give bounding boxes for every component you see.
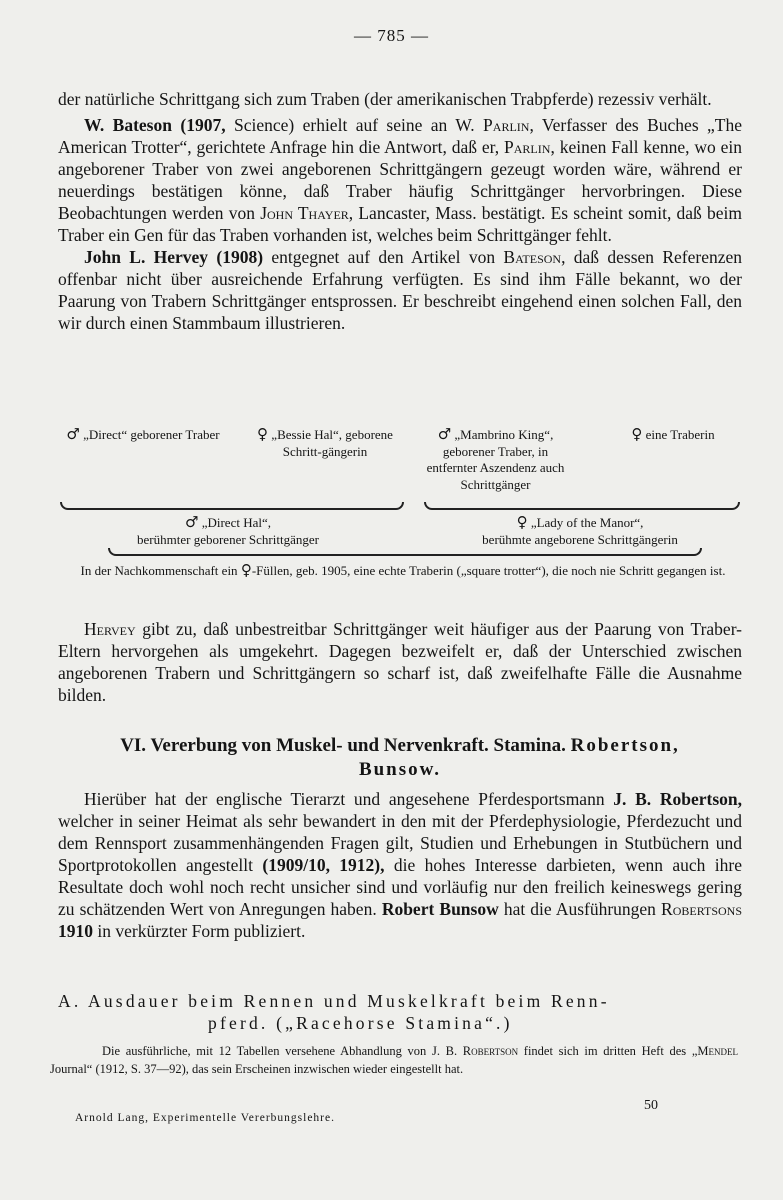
- text-span: gibt zu, daß unbestreitbar Schrittgänger weit häufiger aus der Paarung von Traber-Eltern hervorgehen als umgekehrt. Dagegen bezweifelt er, daß der Unterschied zwischen angeborenen Trabern und Schrittgängern so scharf ist, daß zweifelhafte Fälle die Ausnahme bilden.: [58, 619, 742, 705]
- pedigree-label: -Füllen, geb. 1905, eine echte Traberin („square trotter“), die noch nie Schritt gegangen ist.: [251, 563, 726, 578]
- male-symbol-icon: ♂: [185, 513, 199, 531]
- pedigree-lady-of-the-manor: [430, 514, 730, 548]
- pedigree-label: berühmter geborener Schrittgänger: [137, 531, 319, 547]
- paragraph-2: [58, 114, 742, 246]
- citation-year: 1910: [58, 921, 93, 941]
- pedigree-label: „Lady of the Manor“,: [530, 515, 644, 530]
- pedigree-label: „Bessie Hal“, geborene Schritt-gängerin: [271, 427, 393, 459]
- pedigree-brace-left: [60, 502, 404, 510]
- female-symbol-icon: ♀: [257, 425, 269, 443]
- section-title-text: VI. Vererbung von Muskel- und Nervenkraft. Stamina.: [120, 735, 571, 756]
- pedigree-brace-right: [424, 502, 740, 510]
- text-span: Journal“ (1912, S. 37—92), das sein Erscheinen inzwischen wieder eingestellt hat.: [50, 1062, 464, 1076]
- section-title-author: Robertson,: [570, 735, 680, 756]
- body-text-top: [58, 88, 742, 334]
- male-symbol-icon: ♂: [66, 425, 80, 443]
- subheading-line: pferd. („Racehorse Stamina“.): [208, 1013, 513, 1033]
- citation-years: (1909/10, 1912),: [262, 855, 385, 875]
- female-symbol-icon: ♀: [240, 561, 252, 579]
- author-bateson: W. Bateson (1907,: [84, 115, 226, 135]
- footnote: [50, 1042, 738, 1078]
- text-span: in verkürzter Form publiziert.: [93, 921, 306, 941]
- pedigree-direct-hal: [78, 514, 378, 548]
- pedigree-label: eine Traberin: [645, 427, 715, 442]
- name-mendel: Mendel: [697, 1044, 738, 1058]
- pedigree-offspring: [58, 562, 748, 580]
- female-symbol-icon: ♀: [516, 513, 528, 531]
- text-span: , keinen Fall kenne, wo ein angeborener Traber von zwei angeborenen Schrittgängern gezeugt worden wäre, während er neuerdings bestätigen könne, daß Traber häufig Schrittgänger hervorbringen. Diese Beobachtungen werden von: [58, 137, 742, 223]
- pedigree-brace-bottom: [108, 548, 702, 556]
- paragraph-1: der natürliche Schrittgang sich zum Traben (der amerikanischen Trabpferde) rezessiv verhält.: [58, 89, 712, 109]
- text-span: Science) erhielt auf seine an W.: [225, 115, 484, 135]
- text-span: Die ausführliche, mit 12 Tabellen versehene Abhandlung von J. B.: [102, 1044, 463, 1058]
- pedigree-dam-bessie-hal: [250, 426, 400, 460]
- pedigree-label: „Direct Hal“,: [201, 515, 271, 530]
- name-bateson: Bateson: [503, 247, 562, 267]
- paragraph-4: [58, 618, 742, 706]
- text-span: , daß dessen Referenzen offenbar nicht über ausreichende Erfahrung verfügten. Es sind ihm Fälle bekannt, wo der Paarung von Trabern Schrittgänger entsprossen. Er beschreibt eingehend einen solchen Fall, den wir durch einen Stammbaum illustrieren.: [58, 247, 742, 333]
- pedigree-sire-direct: [58, 426, 228, 444]
- text-span: , Verfasser des Buches „The American Trotter“, gerichtete Anfrage hin die Antwort, daß er,: [58, 115, 742, 157]
- pedigree-sire-mambrino-king: [418, 426, 573, 493]
- pedigree-label: In der Nachkommenschaft ein: [80, 563, 241, 578]
- name-parlin: Parlin: [483, 115, 530, 135]
- author-hervey: John L. Hervey (1908): [84, 247, 264, 267]
- pedigree-label: berühmte angeborene Schrittgängerin: [482, 531, 678, 547]
- female-symbol-icon: ♀: [631, 425, 643, 443]
- pedigree-dam-traberin: [598, 426, 748, 444]
- body-text-section: [58, 788, 742, 942]
- author-robertson: J. B. Robertson,: [613, 789, 742, 809]
- body-text-middle: [58, 618, 742, 706]
- name-robertsons: Robertsons: [661, 899, 742, 919]
- pedigree-diagram: [58, 426, 748, 606]
- male-symbol-icon: ♂: [437, 425, 452, 443]
- section-title: [58, 734, 742, 782]
- pedigree-label: „Mambrino King“, geborener Traber, in entfernter Aszendenz auch Schrittgänger: [426, 427, 565, 492]
- paragraph-5: [58, 788, 742, 942]
- page-number: — 785 —: [354, 26, 429, 45]
- name-hervey: Hervey: [84, 619, 136, 639]
- text-span: welcher in seiner Heimat als sehr bewandert in den mit der Pferdephysiologie, Pferdezucht und dem Rennsport zusammenhängenden Fragen gilt, Studien und Erhebungen in Stutbüchern und Sportprotokollen angestellt: [58, 811, 742, 875]
- name-thayer: John Thayer: [260, 203, 349, 223]
- section-title-author: Bunsow.: [358, 759, 442, 780]
- name-robertson: Robertson: [462, 1044, 519, 1058]
- author-bunsow: Robert Bunsow: [381, 899, 499, 919]
- printer-signature: Arnold Lang, Experimentelle Vererbungslehre.: [75, 1112, 335, 1124]
- subheading-line: A. Ausdauer beim Rennen und Muskelkraft beim Renn-: [58, 991, 610, 1011]
- text-span: die hohes Interesse darbieten, wenn auch ihre Resultate doch wohl noch recht unsicher sind und vorläufig nur den freilich keineswegs gering zu schätzenden Wert von Anregungen haben.: [58, 855, 742, 919]
- text-span: hat die Ausführungen: [498, 899, 662, 919]
- text-span: entgegnet auf den Artikel von: [263, 247, 504, 267]
- sheet-number: 50: [644, 1098, 658, 1113]
- pedigree-label: „Direct“ geborener Traber: [83, 427, 220, 442]
- text-span: Hierüber hat der englische Tierarzt und angesehene Pferdesportsmann: [84, 789, 614, 809]
- name-parlin: Parlin: [504, 137, 551, 157]
- subheading: [58, 990, 742, 1034]
- paragraph-3: [58, 246, 742, 334]
- text-span: , Lancaster, Mass. bestätigt. Es scheint somit, daß beim Traber ein Gen für das Traben vorhanden ist, welches beim Schrittgänger fehlt.: [58, 203, 742, 245]
- text-span: findet sich im dritten Heft des „: [518, 1044, 698, 1058]
